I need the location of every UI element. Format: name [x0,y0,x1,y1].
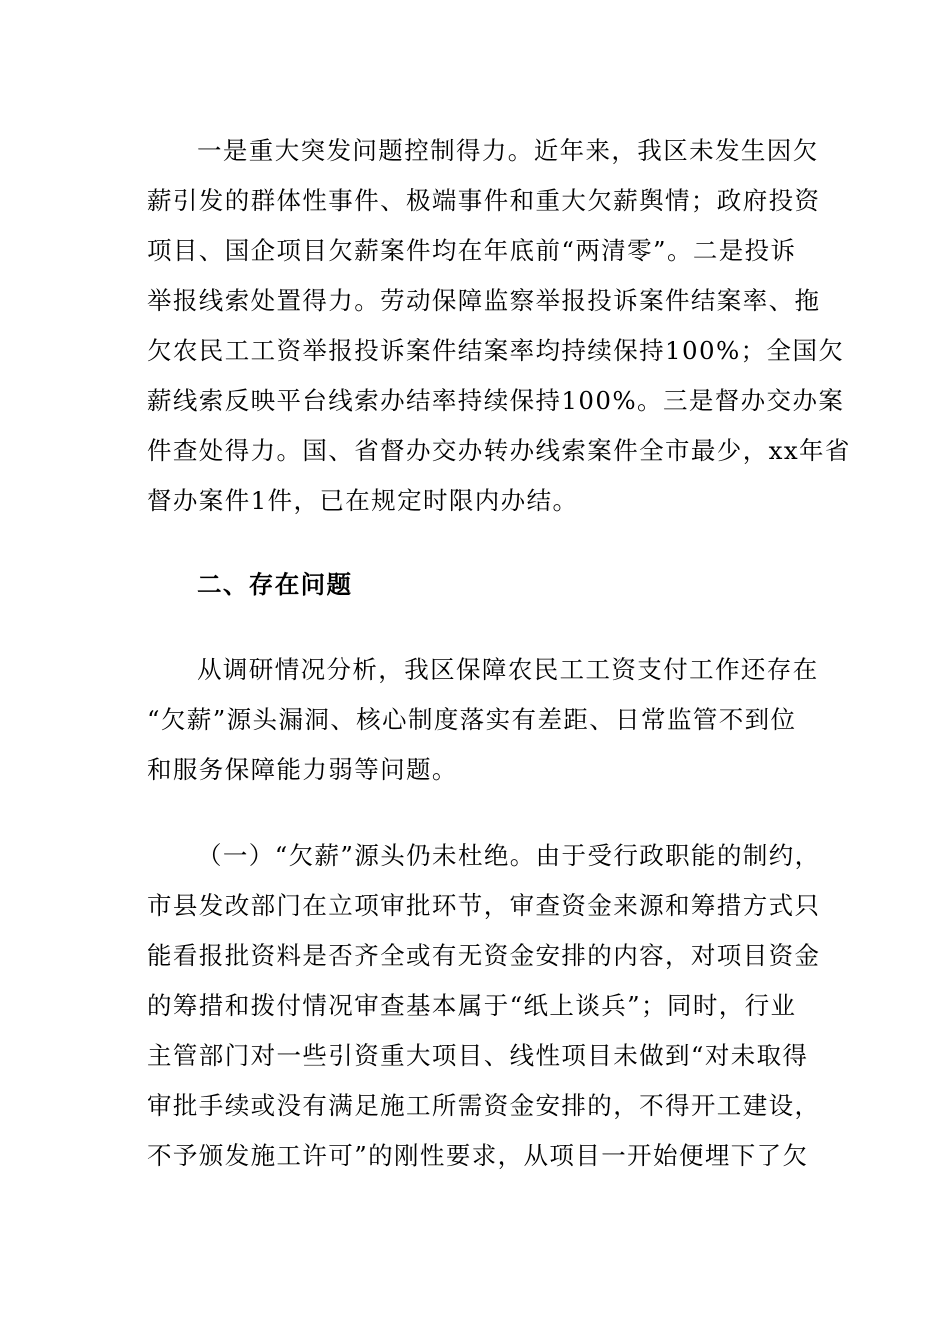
text-line: 薪引发的群体性事件、极端事件和重大欠薪舆情；政府投资 [147,186,821,215]
text-line: 督办案件1件，已在规定时限内办结。 [147,486,579,515]
text-line: 举报线索处置得力。劳动保障监察举报投诉案件结案率、拖 [147,286,821,315]
text-line: 能看报批资料是否齐全或有无资金安排的内容，对项目资金 [147,941,821,970]
text-line: 项目、国企项目欠薪案件均在年底前“两清零”。二是投诉 [147,236,797,265]
section-heading: 二、存在问题 [197,570,353,599]
text-line: 不予颁发施工许可”的刚性要求，从项目一开始便埋下了欠 [147,1141,809,1170]
text-line: 一是重大突发问题控制得力。近年来，我区未发生因欠 [197,136,819,165]
text-line: 主管部门对一些引资重大项目、线性项目未做到“对未取得 [147,1041,809,1070]
text-line: 市县发改部门在立项审批环节，审查资金来源和筹措方式只 [147,891,821,920]
text-line: 审批手续或没有满足施工所需资金安排的，不得开工建设， [147,1091,821,1120]
text-line: “欠薪”源头漏洞、核心制度落实有差距、日常监管不到位 [147,705,797,734]
text-line: 薪线索反映平台线索办结率持续保持100%。三是督办交办案 [147,386,845,415]
text-line: 的筹措和拨付情况审查基本属于“纸上谈兵”；同时，行业 [147,991,797,1020]
text-line: 从调研情况分析，我区保障农民工工资支付工作还存在 [197,655,819,684]
text-line: 和服务保障能力弱等问题。 [147,755,458,784]
text-line: 件查处得力。国、省督办交办转办线索案件全市最少，xx年省 [147,436,851,465]
text-line: （一）“欠薪”源头仍未杜绝。由于受行政职能的制约， [197,841,821,870]
text-line: 欠农民工工资举报投诉案件结案率均持续保持100%；全国欠 [147,336,845,365]
